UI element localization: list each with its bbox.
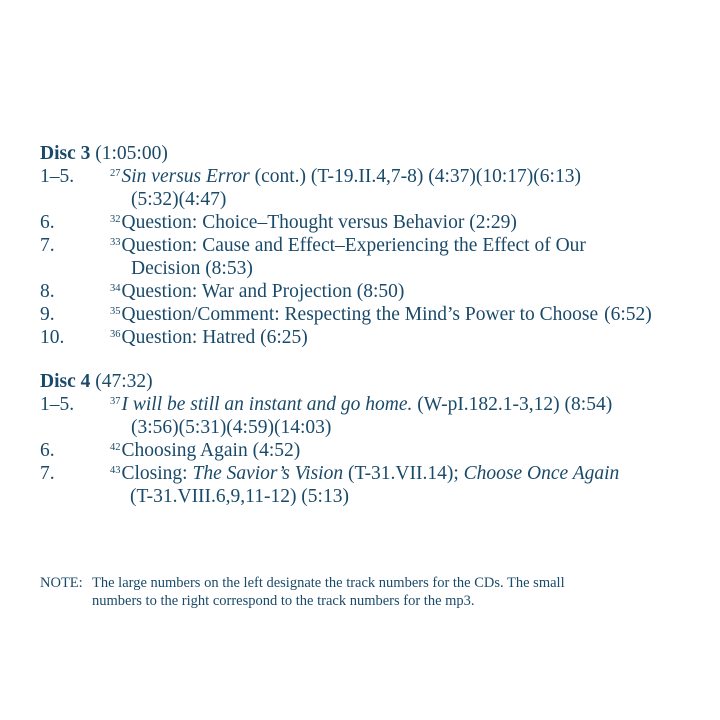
mp3-track-number: 35 (110, 306, 121, 317)
track-details: (cont.) (T-19.II.4,7-8) (4:37)(10:17)(6:13) (249, 166, 581, 187)
disc-header (40, 370, 700, 393)
track-text: Question/Comment: Respecting the Mind’s Power to Choose (121, 304, 599, 325)
cd-track-number: 6. (40, 440, 55, 461)
track-entry (40, 439, 700, 462)
track-entry (40, 326, 700, 349)
cd-track-number: 6. (40, 212, 55, 233)
track-entry (40, 393, 700, 416)
track-text: Question: Choice–Thought versus Behavior (2:29) (121, 212, 517, 233)
footnote (40, 574, 690, 610)
mp3-track-number: 33 (110, 237, 121, 248)
mp3-track-number: 36 (110, 329, 121, 340)
note-label: NOTE: (40, 575, 83, 591)
mp3-track-number: 27 (110, 168, 121, 179)
mp3-track-number: 42 (110, 442, 121, 453)
mp3-track-number: 32 (110, 214, 121, 225)
cd-track-number: 8. (40, 281, 55, 302)
cd-track-number: 7. (40, 235, 55, 256)
mp3-track-number: 37 (110, 396, 121, 407)
track-continuation: (3:56)(5:31)(4:59)(14:03) (131, 417, 332, 438)
track-entry (40, 234, 700, 257)
track-entry (40, 303, 700, 326)
mp3-track-number: 34 (110, 283, 121, 294)
track-text: Question: Hatred (6:25) (121, 327, 308, 348)
disc-duration: (47:32) (95, 371, 153, 392)
track-title-italic: Choose Once Again (463, 463, 620, 484)
cd-track-number: 9. (40, 304, 55, 325)
cd-track-number: 1–5. (40, 166, 75, 187)
track-entry (40, 280, 700, 303)
track-continuation: (5:32)(4:47) (131, 189, 227, 210)
cd-track-number: 10. (40, 327, 65, 348)
track-title-italic: I will be still an instant and go home. (121, 394, 413, 415)
disc-label: Disc 4 (40, 371, 91, 392)
note-line (40, 574, 690, 592)
disc-header (40, 142, 700, 165)
track-details: (W-pI.182.1-3,12) (8:54) (412, 394, 613, 415)
disc-label: Disc 3 (40, 143, 91, 164)
track-text: Question: Cause and Effect–Experiencing the Effect of Our (121, 235, 586, 256)
disc-duration: (1:05:00) (95, 143, 168, 164)
track-entry (40, 165, 700, 188)
cd-track-number: 1–5. (40, 394, 75, 415)
mp3-track-number: 43 (110, 465, 121, 476)
disc-3-section (40, 142, 700, 349)
track-text: Question: War and Projection (8:50) (121, 281, 405, 302)
track-entry (40, 462, 700, 485)
track-continuation: (T-31.VIII.6,9,11-12) (5:13) (130, 486, 349, 507)
cd-track-number: 7. (40, 463, 55, 484)
track-time: (6:52) (604, 304, 652, 325)
track-continuation: Decision (8:53) (131, 258, 253, 279)
note-line (40, 592, 690, 610)
track-title-italic: Sin versus Error (121, 166, 250, 187)
note-text-line-2: numbers to the right correspond to the track numbers for the mp3. (92, 593, 475, 609)
track-prefix: Closing: (121, 463, 193, 484)
track-details: (T-31.VII.14); (343, 463, 464, 484)
track-listing (40, 142, 700, 508)
track-entry (40, 211, 700, 234)
note-text-line-1: The large numbers on the left designate the track numbers for the CDs. The small (92, 575, 565, 591)
disc-4-section (40, 370, 700, 508)
track-title-italic: The Savior’s Vision (192, 463, 344, 484)
track-text: Choosing Again (4:52) (121, 440, 301, 461)
